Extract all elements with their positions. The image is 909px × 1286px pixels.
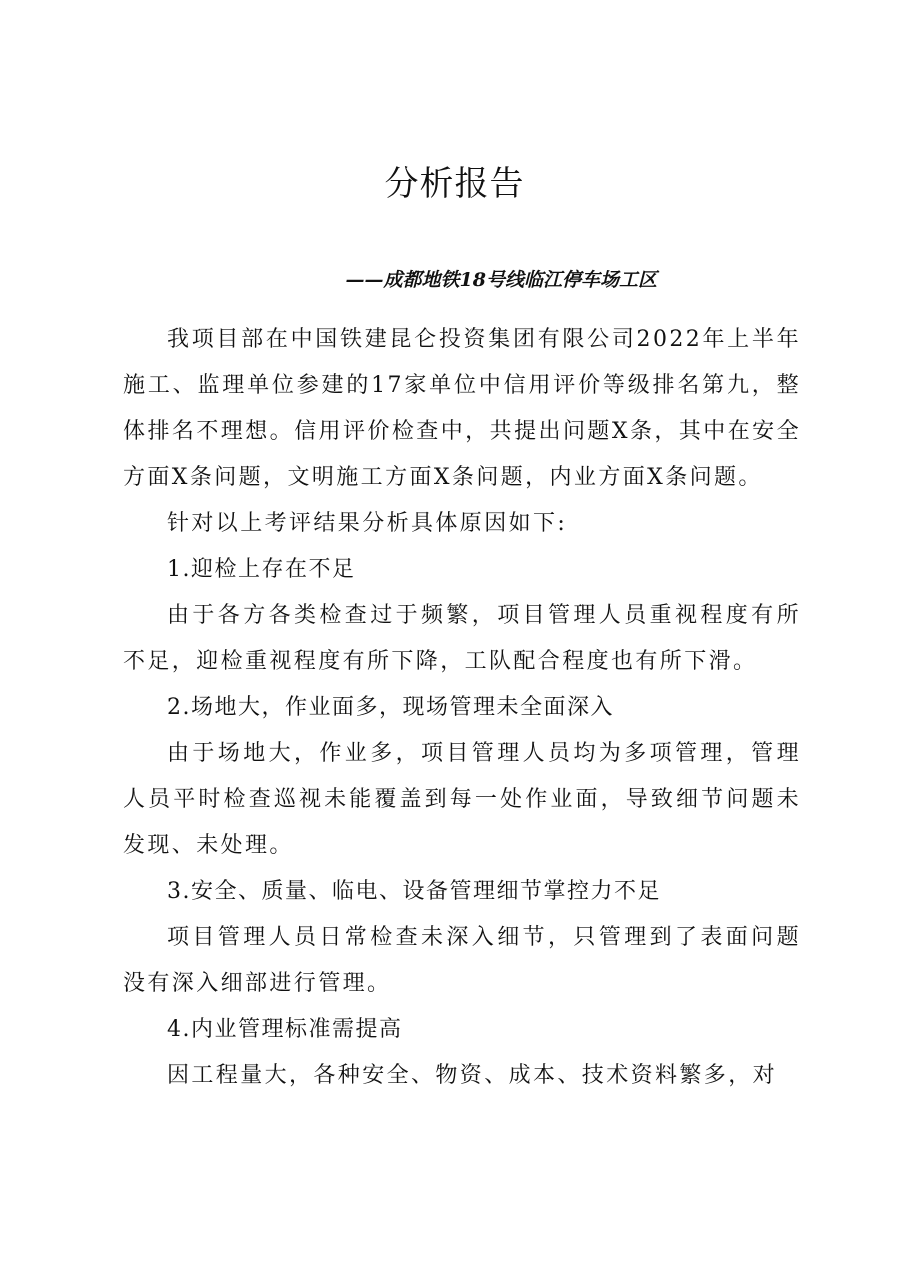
section-text-3: 项目管理人员日常检查未深入细节，只管理到了表面问题没有深入细部进行管理。 [123, 925, 801, 996]
page-subtitle: ——成都地铁18号线临江停车场工区 [345, 269, 657, 291]
section-heading-2: 2.场地大，作业面多，现场管理未全面深入 [167, 695, 614, 720]
section-heading-4: 4.内业管理标准需提高 [167, 1017, 403, 1042]
document-body [123, 317, 801, 1099]
section-heading-3: 3.安全、质量、临电、设备管理细节掌控力不足 [167, 879, 661, 904]
section-text-1: 由于各方各类检查过于频繁，项目管理人员重视程度有所不足，迎检重视程度有所下降，工队配合程度也有所下滑。 [123, 603, 801, 674]
section-text-4: 因工程量大，各种安全、物资、成本、技术资料繁多，对 [167, 1063, 778, 1088]
section-text-2: 由于场地大，作业多，项目管理人员均为多项管理，管理人员平时检查巡视未能覆盖到每一处作业面，导致细节问题未发现、未处理。 [123, 741, 801, 858]
paragraph-analysis-lead: 针对以上考评结果分析具体原因如下: [167, 511, 568, 536]
section-heading-1: 1.迎检上存在不足 [167, 557, 356, 582]
page-title: 分析报告 [384, 164, 525, 204]
paragraph-intro: 我项目部在中国铁建昆仑投资集团有限公司2022年上半年施工、监理单位参建的17家单位中信用评价等级排名第九，整体排名不理想。信用评价检查中，共提出问题X条，其中在安全方面X条问题，文明施工方面X条问题，内业方面X条问题。 [123, 327, 801, 490]
